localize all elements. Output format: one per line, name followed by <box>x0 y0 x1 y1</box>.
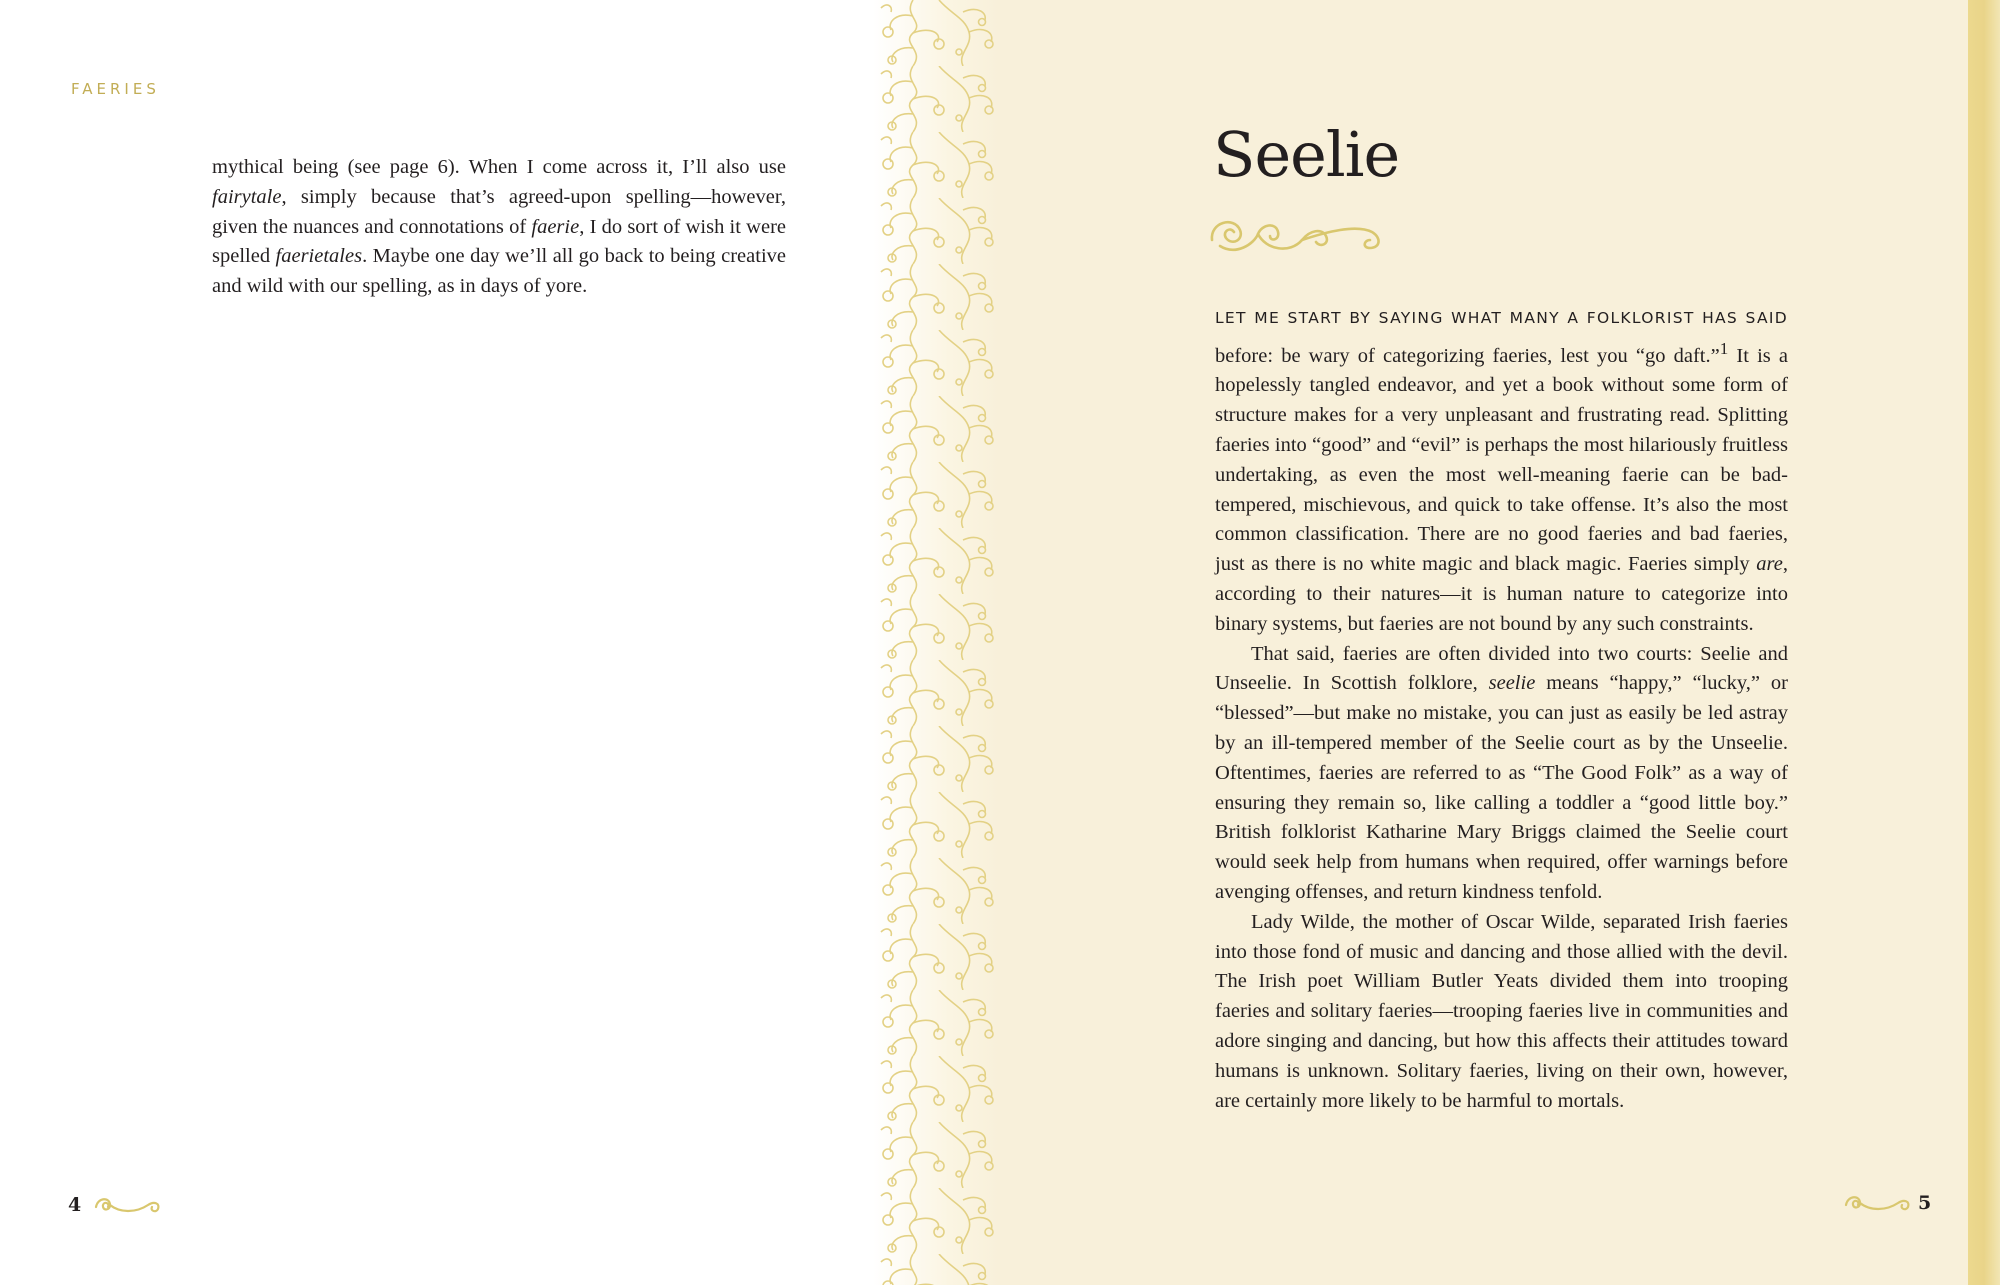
text-run: , simply because that’s agreed-upon spelling—however, given the nuances and connotations of <box>212 185 786 238</box>
italic-term: are <box>1756 553 1783 576</box>
paragraph-1 <box>1215 303 1788 640</box>
italic-term: faerie <box>531 215 580 238</box>
floral-lace-border <box>873 0 1000 1285</box>
footnote-ref: 1 <box>1719 338 1729 358</box>
paragraph-3 <box>1215 908 1788 1117</box>
page-title: Seelie <box>1213 118 1400 191</box>
page-number-right: 5 <box>1918 1192 1932 1214</box>
text-run: It is a hopelessly tangled endeavor, and yet a book without some form of structure makes for a very unpleasant and frustrating read. Splitting faeries into “good” and “evil” is perhaps the most hilariously fruitless undertaking, as even the most well-meaning faerie can be bad-tempered, mischievous, and quick to take offense. It’s also the most common classification. There are no good faeries and bad faeries, just as there is no white magic and black magic. Faeries simply <box>1215 344 1789 576</box>
page-edge <box>1968 0 2000 1285</box>
text-run: means “happy,” “lucky,” or “blessed”—but make no mistake, you can just as easily be led astray by an ill-tempered member of the Seelie court as by the Unseelie. Oftentimes, faeries are referred to as “The Good Folk” as a way of ensuring they remain so, like calling a toddler a “good little boy.” British folklorist Katharine Mary Briggs claimed the Seelie court would seek help from humans when required, offer warnings before avenging offenses, and return kindness tenfold. <box>1215 672 1788 903</box>
italic-term: faerietales <box>275 245 363 268</box>
text-run: Lady Wilde, the mother of Oscar Wilde, separated Irish faeries into those fond of music and dancing and those allied with the devil. The Irish poet William Butler Yeats divided them into trooping faeries and solitary faeries—trooping faeries live in communities and adore singing and dancing, but how this affects their attitudes toward humans is unknown. Solitary faeries, living on their own, however, are certainly more likely to be harmful to mortals. <box>1215 910 1788 1112</box>
left-paragraph <box>212 153 786 302</box>
scroll-flourish-icon <box>1206 210 1386 258</box>
text-run: before: be wary of categorizing faeries, lest you “go daft.” <box>1215 344 1720 367</box>
text-run: , I do sort of wish it were spelled <box>212 215 786 268</box>
lead-in: LET ME START BY SAYING WHAT MANY A FOLKLORIST HAS SAID <box>1215 309 1788 327</box>
text-run: mythical being (see page 6). When I come across it, I’ll also use <box>212 156 786 178</box>
italic-term: seelie <box>1488 672 1536 695</box>
page-number-left: 4 <box>68 1194 82 1216</box>
swash-icon <box>1842 1191 1914 1215</box>
running-head: FAERIES <box>71 80 160 98</box>
right-body-text <box>1215 303 1788 1116</box>
text-run: , according to their natures—it is human nature to categorize into binary systems, but faeries are not bound by any such constraints. <box>1215 553 1788 635</box>
paragraph-2 <box>1215 640 1788 908</box>
text-run: . Maybe one day we’ll all go back to being creative and wild with our spelling, as in days of yore. <box>212 245 786 298</box>
text-run: That said, faeries are often divided into two courts: Seelie and Unseelie. In Scottish folklore, <box>1215 642 1788 695</box>
italic-term: fairytale <box>212 185 282 208</box>
swash-icon <box>92 1193 164 1217</box>
left-body-text <box>212 153 786 302</box>
